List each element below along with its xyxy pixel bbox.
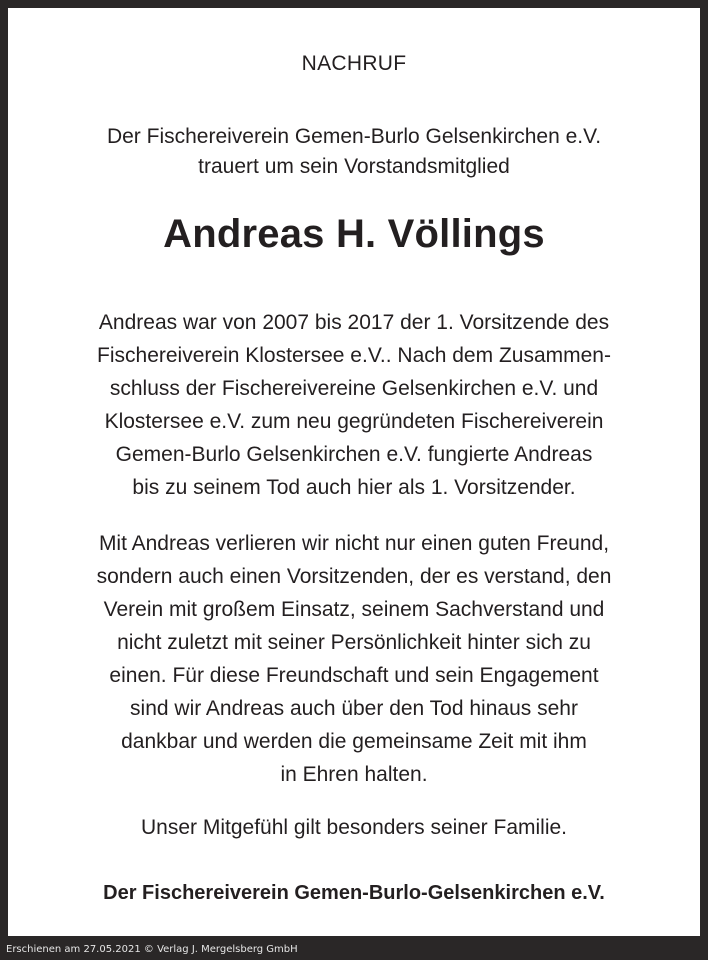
deceased-name: Andreas H. Völlings <box>163 212 545 256</box>
paragraph-line: sind wir Andreas auch über den Tod hinaus sehr <box>130 697 578 720</box>
paragraph-line: in Ehren halten. <box>280 763 428 786</box>
publication-note: Erschienen am 27.05.2021 © Verlag J. Mergelsberg GmbH <box>6 944 298 955</box>
paragraph-line: einen. Für diese Freundschaft und sein Engagement <box>109 664 599 687</box>
paragraph-line: Fischereiverein Klostersee e.V.. Nach dem Zusammen- <box>97 344 611 367</box>
intro-text <box>8 122 700 182</box>
paragraph-line: Mit Andreas verlieren wir nicht nur einen guten Freund, <box>98 532 610 555</box>
paragraph-line: nicht zuletzt mit seiner Persönlichkeit hinter sich zu <box>117 631 591 654</box>
notice-heading: NACHRUF <box>301 52 407 75</box>
obituary-card <box>8 8 700 936</box>
biography-paragraph <box>38 306 670 504</box>
paragraph-line: sondern auch einen Vorsitzenden, der es verstand, den <box>96 565 612 588</box>
condolence-line: Unser Mitgefühl gilt besonders seiner Familie. <box>140 816 568 839</box>
tribute-paragraph <box>38 527 670 791</box>
signature: Der Fischereiverein Gemen-Burlo-Gelsenkirchen e.V. <box>103 882 605 904</box>
paragraph-line: bis zu seinem Tod auch hier als 1. Vorsitzender. <box>132 476 576 499</box>
paragraph-line: Gemen-Burlo Gelsenkirchen e.V. fungierte Andreas <box>115 443 593 466</box>
intro-line: Der Fischereiverein Gemen-Burlo Gelsenkirchen e.V. <box>106 125 602 148</box>
paragraph-line: schluss der Fischereivereine Gelsenkirchen e.V. und <box>109 377 599 400</box>
paragraph-line: dankbar und werden die gemeinsame Zeit mit ihm <box>121 730 587 753</box>
paragraph-line: Andreas war von 2007 bis 2017 der 1. Vorsitzende des <box>98 311 610 334</box>
paragraph-line: Klostersee e.V. zum neu gegründeten Fischereiverein <box>104 410 604 433</box>
intro-line: trauert um sein Vorstandsmitglied <box>198 155 510 178</box>
paragraph-line: Verein mit großem Einsatz, seinem Sachverstand und <box>103 598 605 621</box>
